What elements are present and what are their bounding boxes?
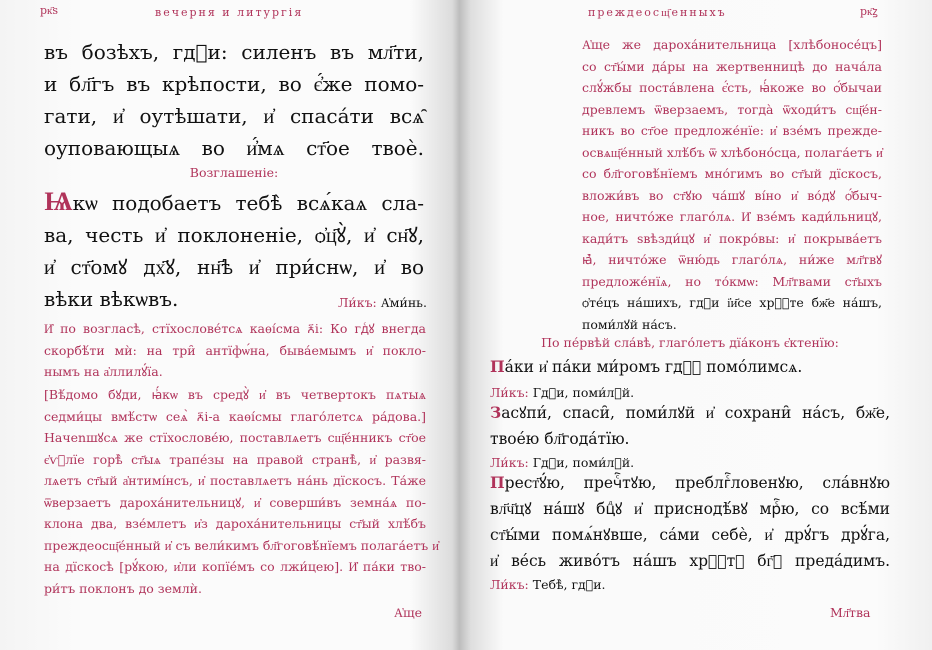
petition-2 xyxy=(490,400,890,452)
text-line: преждеосщ҃е́нный и҆ съ вели́кимъ бл҃гоговѣ́нїемъ полага́етъ и҆ xyxy=(44,537,439,553)
text-line: и бл҃гъ въ крѣпости, во є҆́же помо- xyxy=(44,72,424,96)
text-line: лѧетъ ст҃ый а҆нтимі́нсъ, и҆ поставлѧетъ на́нь дїскосъ. Та́же xyxy=(44,473,426,488)
text-line: ꙗ҆̀, ничто́же ѿню́дь глаго́лѧ, ни́же мл҃твꙋ xyxy=(582,252,882,267)
text-line: слꙋ́жбы поста́влена є҆́сть, ꙗ҆́коже во ѻ҆́бычаи xyxy=(582,80,882,95)
right-folio: рк҃ꙁ xyxy=(860,5,878,18)
response-label: Ли́къ: xyxy=(490,455,529,470)
rubric-2 xyxy=(44,384,439,599)
text-line: поми́лꙋй на́съ. xyxy=(582,316,677,332)
text-line: нымъ на а҆ллилꙋ́їа. xyxy=(44,364,163,379)
right-running-head: преждеосщ҃енныхъ xyxy=(588,6,727,19)
left-page xyxy=(0,0,455,650)
text-line: вѣки вѣкѡвъ. xyxy=(44,287,179,311)
text-line: клона два, взе́млетъ и҆з дароха́нительницы ст҃ый хлѣ́бъ xyxy=(44,516,426,531)
text-line: скорбѣ́ти мѝ: на три̑ антїфѡ́на, быва́емымъ и҆ покло- xyxy=(44,342,426,358)
text-line: гати, и҆ оутѣшати, и҆ спаса́ти всѧ̑ xyxy=(44,104,424,128)
text-line: въ бозѣхъ, гдⷭи: силенъ въ мл҃ти, xyxy=(44,40,424,64)
right-catchword: Мл҃тва xyxy=(830,605,871,620)
text-line: кади́тъ ѕвѣзди́цꙋ и҆ покро́вы: и҆ покрыва́етъ xyxy=(582,230,882,246)
text-line: Начеnшꙋсѧ же стїхослове́ю, поставлѧетъ сщ҃е́нникъ ст҃ое xyxy=(44,430,426,445)
drop-initial: Ѩ xyxy=(44,187,73,217)
text-line: предложе́нїѧ, но то́кмѡ: Мл҃твами ст҃ыхъ xyxy=(582,273,882,289)
text-line: вложи́въ во ст҃ꙋю ча́шꙋ ві́но и҆ во́дꙋ ѻ҆́быч- xyxy=(582,187,882,203)
right-page xyxy=(470,0,932,650)
response-label: Ли́къ: xyxy=(490,577,529,592)
text-line: со бл҃гоговѣ́нїемъ мно́гимъ во ст҃ый дїскосъ, xyxy=(582,166,882,181)
response-label: Ли́къ: xyxy=(490,385,529,400)
left-folio: рк҃ѕ xyxy=(40,4,59,17)
text-line: [Вѣ́домо бꙋди, ꙗ҆́кѡ въ средꙋ̀ и҆ въ четвертокъ пѧтыѧ xyxy=(44,387,426,402)
text-line: ст҃ы́ми помѧ́нꙋвше, са́ми себѐ, и҆ дрꙋ́гъ дрꙋ́га, xyxy=(490,526,890,544)
text-line: є҆ѵⷢлїе горѣ̀ ст҃ыѧ трапе́зы на правой странѣ̀, и҆ развя- xyxy=(44,451,426,467)
petition-initial: П xyxy=(490,473,505,492)
text-line: освѧщ҃е́нный хлѣ́бъ ѿ хлѣбоно́сца, полага́етъ и҆ xyxy=(582,144,883,160)
rubric-1 xyxy=(44,318,426,383)
text-line: никъ во ст҃ое предложе́нїе: и҆ взе́мъ прежде- xyxy=(582,123,882,138)
text-line: Засꙋпи́, спаси̑, поми́лꙋй и҆ сохрани̑ на́съ, бж҃е, xyxy=(490,403,890,422)
exclamation-heading: Возглашеніе: xyxy=(189,165,279,180)
text-line: ри́тъ поклонъ до землѝ. xyxy=(44,580,202,596)
petition-initial: П xyxy=(490,357,505,376)
text-line: и҆ ст҃омꙋ дх҃ꙋ, нн҃ѣ и҆ при́снѡ, и҆ во xyxy=(44,255,424,279)
right-rubric-tail xyxy=(582,292,882,335)
text-line: оуповающыѧ во и҆́мѧ ст҃ое твоѐ. xyxy=(44,136,424,160)
text-line: на дїскосѣ [рꙋ́кою, и҆ли копїе́мъ со лжи́цею]. И҆ па́ки тво- xyxy=(44,559,426,574)
choir-label: Ли́къ: xyxy=(338,295,377,310)
text-line: ное, ничто́же глаго́лѧ. И҆ взе́мъ кади́льницꙋ, xyxy=(582,209,882,224)
left-passage-1 xyxy=(44,36,424,164)
choir-response: А҆ми́нь. xyxy=(380,295,427,310)
text-line: седми́цы вмѣ́стѡ сеѧ̀ ꙉ҃і-а каѳі́смы глаго́летсѧ ра́дова.] xyxy=(44,408,426,424)
response-2: Ли́къ: Гдⷭи, поми́лꙋй. xyxy=(490,455,635,470)
left-catchword: А҆ще xyxy=(394,605,423,620)
text-line: ѻ҆те́цъ на́шихъ, гдⷭи і҆и҃се хрⷭ҇те бж҃е на́шъ, xyxy=(582,295,882,310)
right-rubric xyxy=(582,34,882,292)
text-line: и҆ ве́сь живо́тъ на́шъ хрⷭ҇тꙋ бг҃ꙋ преда́димъ. xyxy=(490,552,890,570)
litany-rubric: По пе́рвѣй сла́вѣ, глаго́летъ дїа́конъ є҆ктенїю: xyxy=(541,335,839,350)
text-line: ва, честь и҆ поклоненіе, ѻ҆ц҃ꙋ̀, и҆ сн҃ꙋ, xyxy=(44,223,424,247)
text-line: ѿверзаетъ дароха́нительницꙋ, и҆ соверши́въ земна́ѧ по- xyxy=(44,494,426,510)
text-line: Ѩкѡ подобаетъ тебѣ̀ всѧ́каѧ сла- xyxy=(44,187,424,217)
text-line: вл҃ч҃цꙋ на́шꙋ бцⷣꙋ и҆ приснодѣ́вꙋ мрⷭ҇ю, со всѣ́ми xyxy=(490,500,890,518)
text-line: древлемъ ѿверзаемъ, тогда̀ ѿходи́тъ сщ҃е́н- xyxy=(582,101,882,117)
response-1: Ли́къ: Гдⷭи, поми́лꙋй. xyxy=(490,385,635,400)
text-line: со ст҃ы́ми да́ры на жертвенницѣ до нача́ла xyxy=(582,58,882,74)
petition-1: Па́ки и҆ па́ки ми́ромъ гдⷭꙋ помо́лимсѧ. xyxy=(490,357,803,376)
text-line: твое́ю бл҃года́тїю. xyxy=(490,430,630,448)
petition-3 xyxy=(490,470,890,574)
left-running-head: вечерня и литургія xyxy=(155,6,304,19)
response-3: Ли́къ: Тебѣ̀, гдⷭи. xyxy=(490,577,606,592)
text-line: А҆ще же дароха́нительница [хлѣбоносе́цъ] xyxy=(582,37,882,52)
text-line: Прест҃ꙋ́ю, пречⷭ҇тꙋю, преблгⷭ҇ловенꙋю, сла́внꙋю xyxy=(490,473,890,492)
text-line: И҆ по возгласѣ, стїхослове́тсѧ каѳі́сма ꙉ҃і: Ко гдⷭꙋ внегда xyxy=(44,321,426,336)
choir-amen xyxy=(338,292,427,314)
petition-initial: З xyxy=(490,403,502,422)
